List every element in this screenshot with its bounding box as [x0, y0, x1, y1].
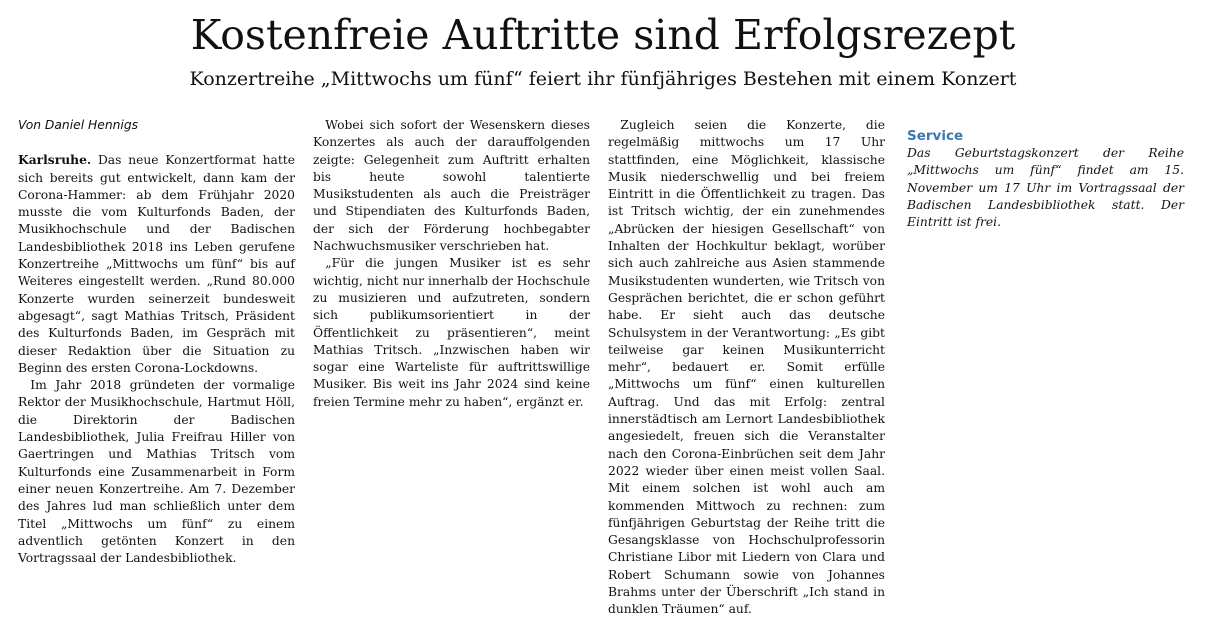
column-1 [18, 117, 295, 567]
paragraph-3: Wobei sich sofort der Wesenskern dieses Konzertes als auch der darauffolgenden zeigte: Gelegenheit zum Auftritt erhalten bis heute sowohl talentierte Musikstudenten als auch die Preisträger und Stipendiaten des Kulturfonds Baden, der sich der Förderung hochbegabter Nachwuchsmusiker verschrieben hat. [313, 118, 590, 254]
subheadline: Konzertreihe „Mittwochs um fünf“ feiert ihr fünfjähriges Bestehen mit einem Konzert [189, 68, 1017, 90]
author-line: Von Daniel Hennigs [18, 118, 139, 132]
paragraph-1: Das neue Konzertformat hatte sich bereits gut entwickelt, dann kam der Corona-Hammer: ab dem Frühjahr 2020 musste die vom Kulturfonds Baden, der Musikhochschule und der Badischen Landesbibliothek 2018 ins Leben gerufene Konzertreihe „Mittwochs um fünf“ bis auf Weiteres eingestellt werden. „Rund 80.000 Konzerte wurden seinerzeit bundesweit abgesagt“, sagt Mathias Tritsch, Präsident des Kulturfonds Baden, im Gespräch mit dieser Redaktion über die Situation zu Beginn des ersten Corona-Lockdowns. [18, 153, 295, 375]
service-text: Das Geburtstagskonzert der Reihe „Mittwochs um fünf“ findet am 15. November um 17 Uhr im Vortragssaal der Badischen Landesbibliothek statt. Der Eintritt ist frei. [907, 146, 1184, 230]
paragraph-2: Im Jahr 2018 gründeten der vormalige Rektor der Musikhochschule, Hartmut Höll, die Direktorin der Badischen Landesbibliothek, Julia Freifrau Hiller von Gaertringen und Mathias Tritsch vom Kulturfonds eine Zusammenarbeit in Form einer neuen Konzertreihe. Am 7. Dezember des Jahres lud man schließlich unter dem Titel „Mittwochs um fünf“ zu einem adventlich getönten Konzert in den Vortragssaal der Landesbibliothek. [18, 378, 295, 566]
column-3 [608, 117, 885, 619]
lead-paragraph [18, 151, 295, 377]
paragraph-4: „Für die jungen Musiker ist es sehr wichtig, nicht nur innerhalb der Hochschule zu musizieren und aufzutreten, sondern sich publikumsorientiert in der Öffentlichkeit zu präsentieren“, meint Mathias Tritsch. „Inzwischen haben wir sogar eine Warteliste für auftrittswillige Musiker. Bis weit ins Jahr 2024 sind keine freien Termine mehr zu haben“, ergänzt er. [313, 256, 590, 409]
service-heading: Service [907, 128, 964, 144]
dateline: Karlsruhe. [18, 152, 92, 168]
column-2 [313, 117, 590, 411]
paragraph-5: Zugleich seien die Konzerte, die regelmäßig mittwochs um 17 Uhr stattfinden, eine Möglichkeit, klassische Musik niederschwellig und bei freiem Eintritt in die Öffentlichkeit zu tragen. Das ist Tritsch wichtig, der ein zunehmendes „Abrücken der hiesigen Gesellschaft“ von Inhalten der Hochkultur beklagt, worüber sich auch zahlreiche aus Asien stammende Musikstudenten wunderten, wie Tritsch von Gesprächen berichtet, die er schon geführt habe. Er sieht auch das deutsche Schulsystem in der Verantwortung: „Es gibt teilweise gar keinen Musikunterricht mehr“, bedauert er. Somit erfülle „Mittwochs um fünf“ einen kulturellen Auftrag. Und das mit Erfolg: zentral innerstädtisch am Lernort Landesbibliothek angesiedelt, freuen sich die Veranstalter nach den Corona-Einbrüchen seit dem Jahr 2022 wieder über einen meist vollen Saal. Mit einem solchen ist wohl auch am kommenden Mittwoch zu rechnen: zum fünfjährigen Geburtstag der Reihe tritt die Gesangsklasse von Hochschulprofessorin Christiane Libor mit Liedern von Clara und Robert Schumann sowie von Johannes Brahms unter der Überschrift „Ich stand in dunklen Träumen“ auf. [608, 118, 885, 617]
headline: Kostenfreie Auftritte sind Erfolgsrezept [190, 11, 1016, 59]
column-4 [907, 117, 1184, 231]
